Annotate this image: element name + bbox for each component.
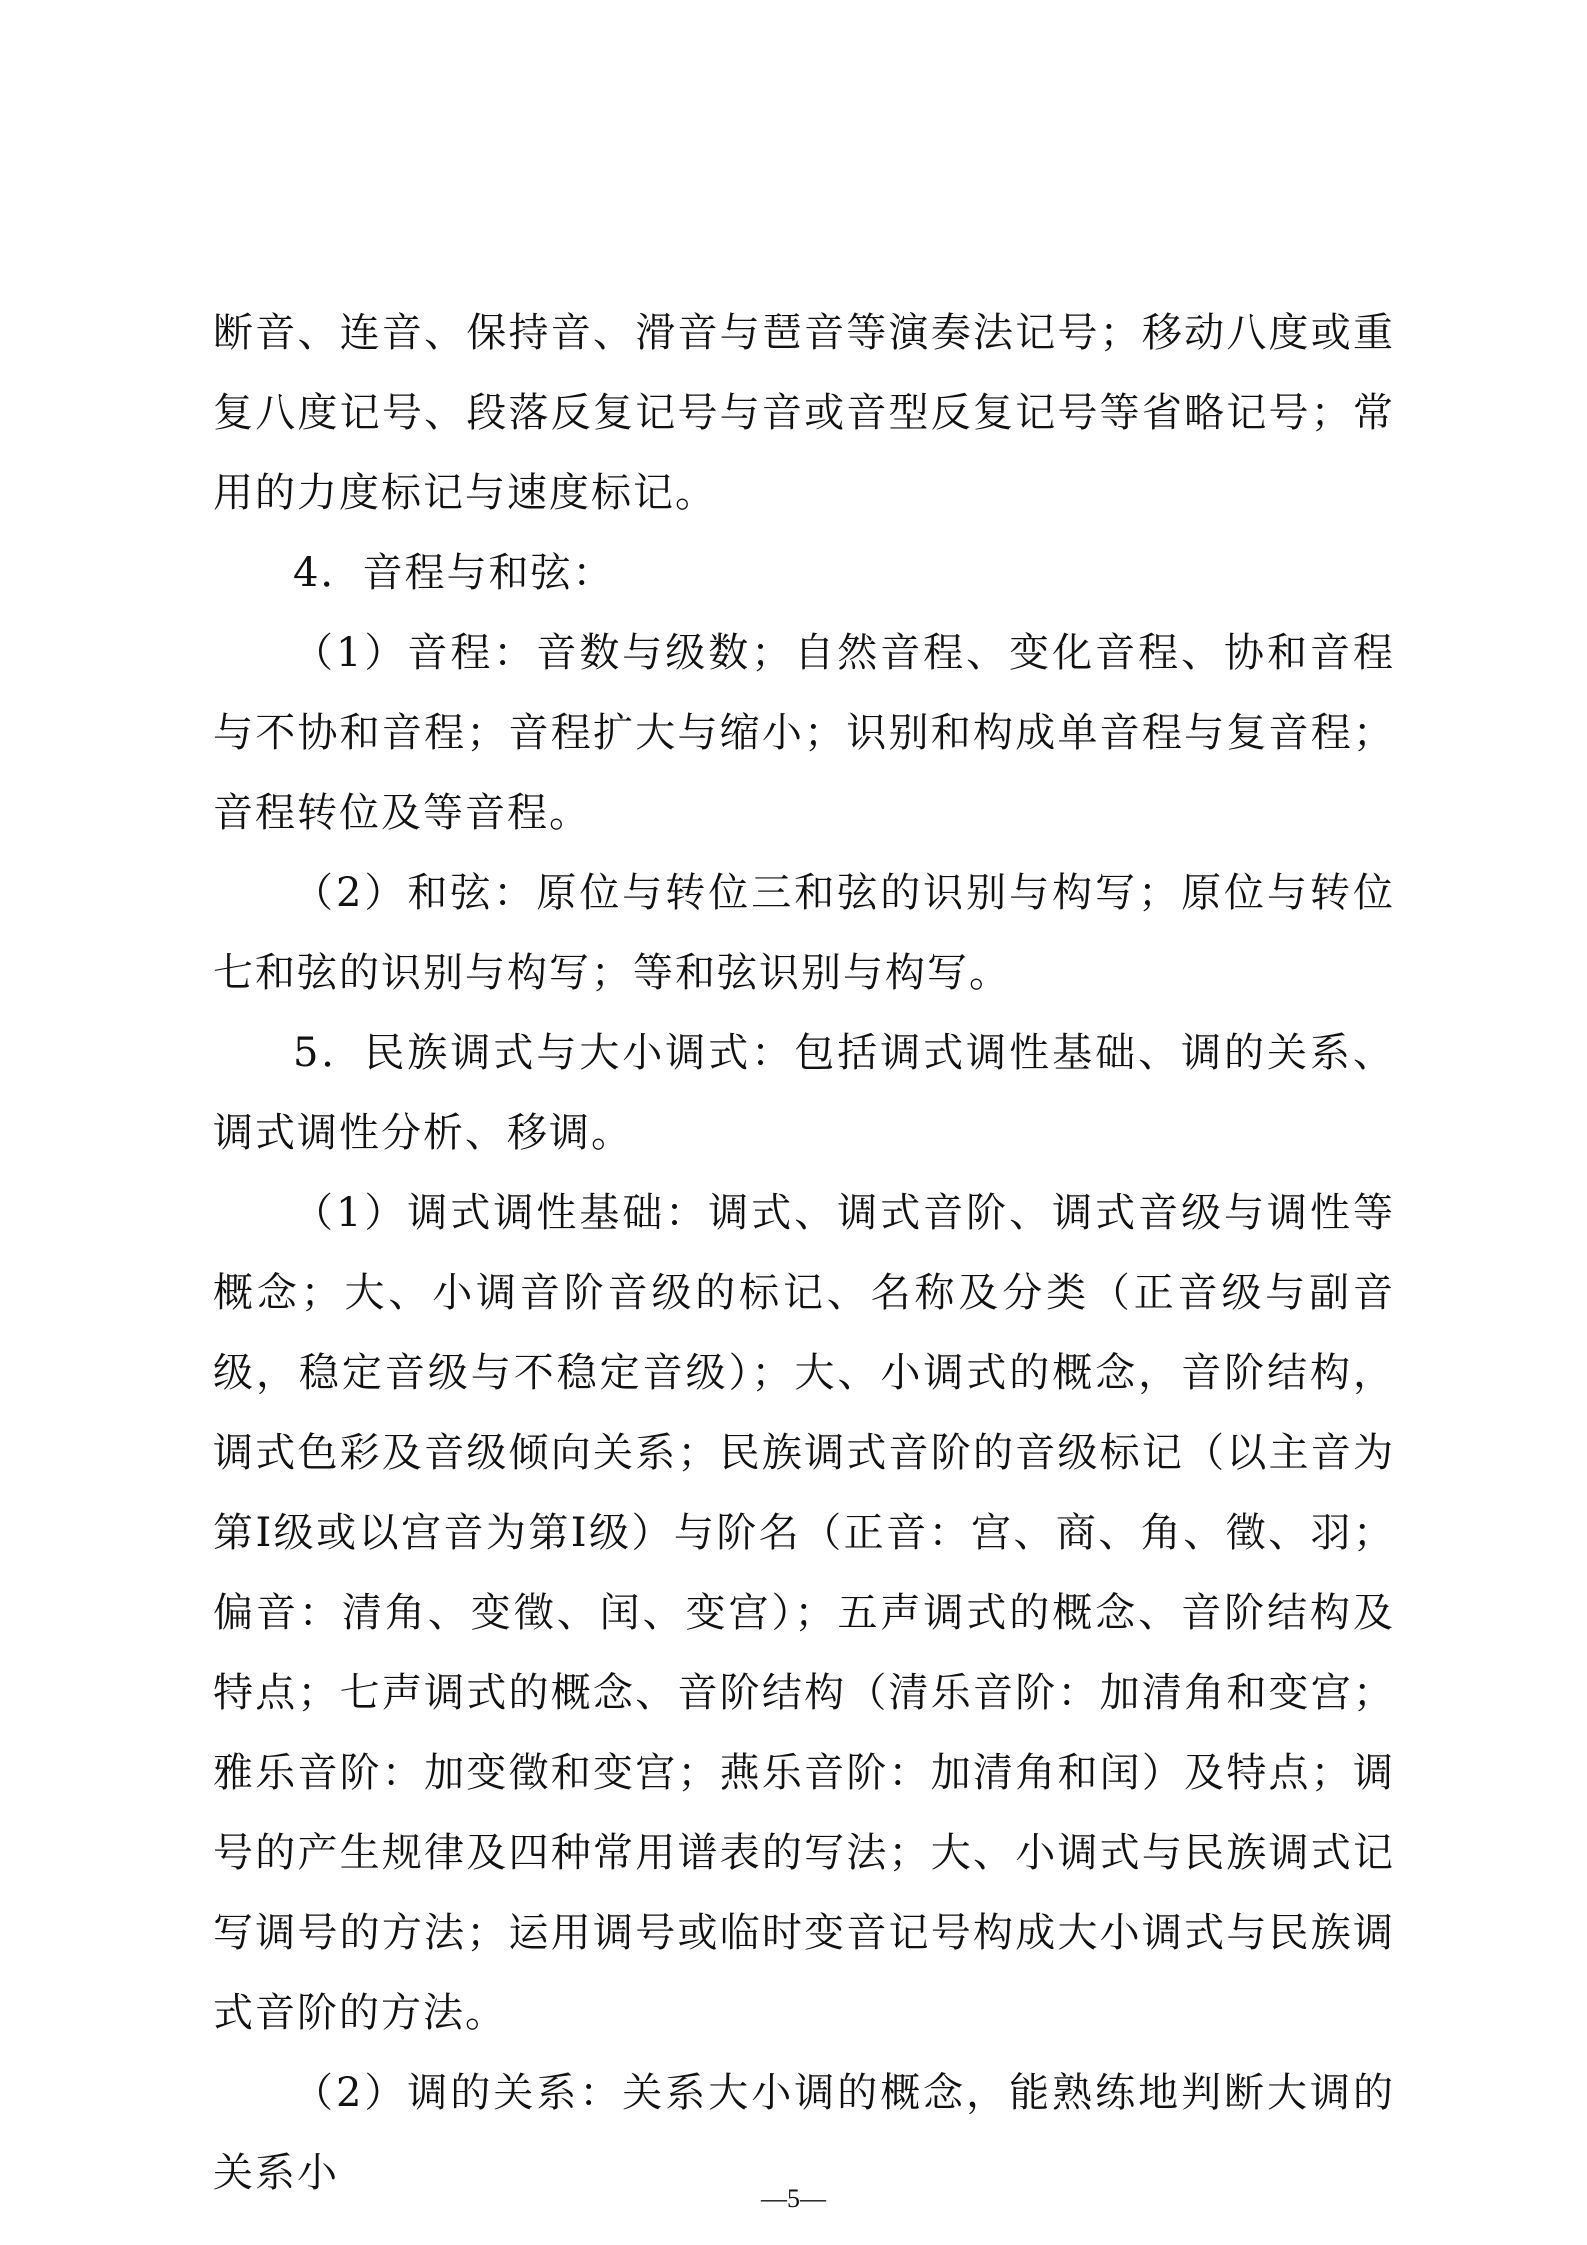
paragraph-notation-continuation: 断音、连音、保持音、滑音与琶音等演奏法记号；移动八度或重复八度记号、段落反复记号与音或音型反复记号等省略记号；常用的力度标记与速度标记。	[213, 310, 1395, 516]
paragraph-chords: （2）和弦：原位与转位三和弦的识别与构写；原位与转位七和弦的识别与构写；等和弦识别与构写。	[213, 870, 1395, 996]
heading-intervals-and-chords: 4．音程与和弦：	[293, 550, 615, 596]
paragraph-intervals: （1）音程：音数与级数；自然音程、变化音程、协和音程与不协和音程；音程扩大与缩小；识别和构成单音程与复音程；音程转位及等音程。	[213, 630, 1395, 836]
paragraph-mode-tonality-basics: （1）调式调性基础：调式、调式音阶、调式音级与调性等概念；大、小调音阶音级的标记、名称及分类（正音级与副音级，稳定音级与不稳定音级）；大、小调式的概念，音阶结构，调式色彩及音级倾向关系；民族调式音阶的音级标记（以主音为第Ⅰ级或以宫音为第Ⅰ级）与阶名（正音：宫、商、角、徵、羽；偏音：清角、变徵、闰、变宫）；五声调式的概念、音阶结构及特点；七声调式的概念、音阶结构（清乐音阶：加清角和变宫；雅乐音阶：加变徵和变宫；燕乐音阶：加清角和闰）及特点；调号的产生规律及四种常用谱表的写法；大、小调式与民族调式记写调号的方法；运用调号或临时变音记号构成大小调式与民族调式音阶的方法。	[213, 1190, 1395, 2036]
paragraph-key-relations: （2）调的关系：关系大小调的概念，能熟练地判断大调的关系小	[213, 2070, 1395, 2196]
heading-modes-and-keys: 5．民族调式与大小调式：包括调式调性基础、调的关系、调式调性分析、移调。	[213, 1030, 1395, 1156]
page-number: —5—	[761, 2184, 826, 2213]
body-text	[213, 293, 1395, 2213]
